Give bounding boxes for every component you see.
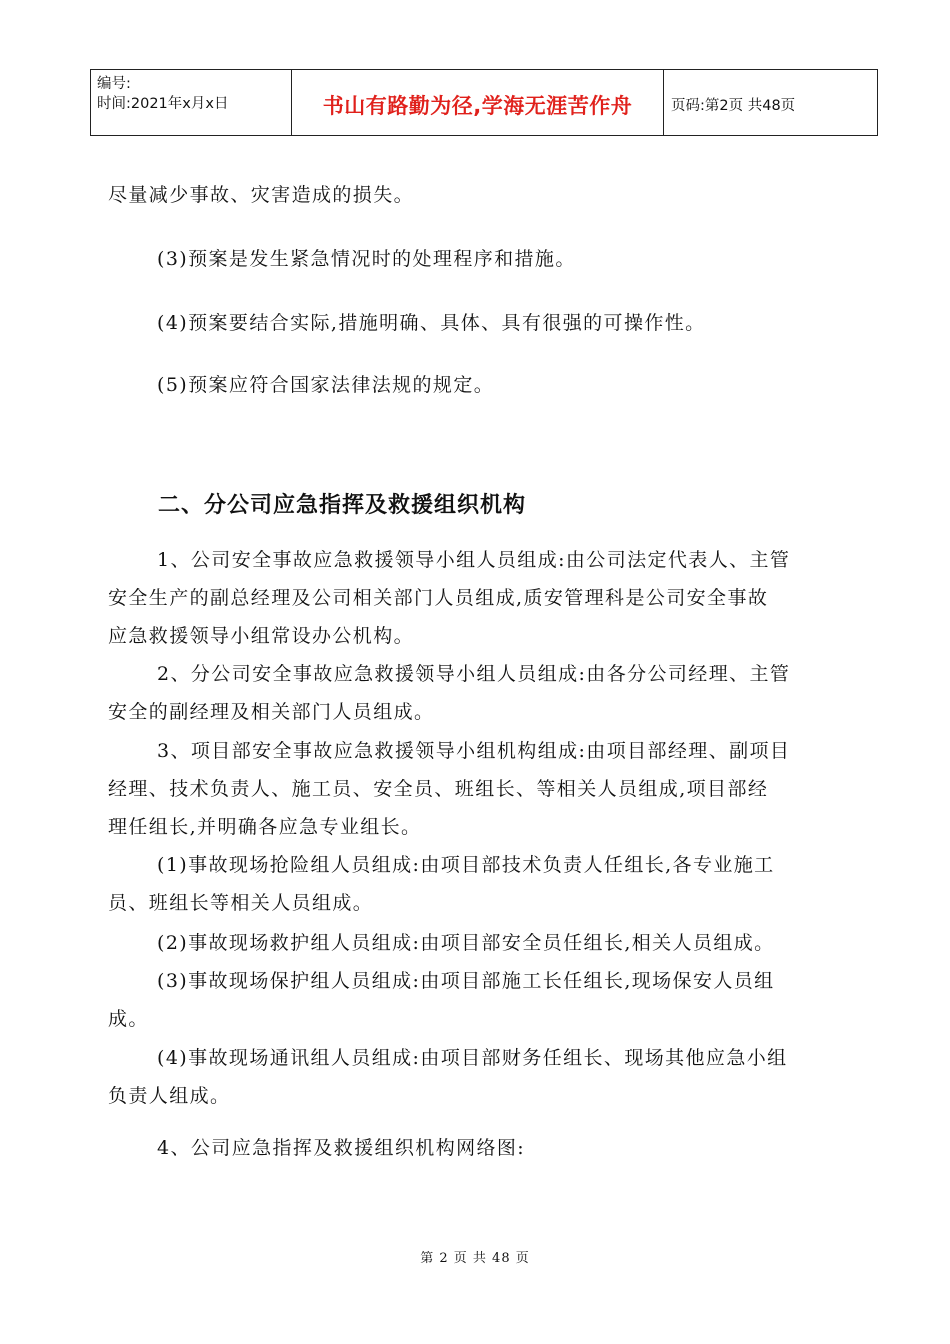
paragraph-line: 负责人组成。 — [108, 1085, 231, 1107]
doc-number-label: 编号: — [97, 76, 131, 92]
paragraph-line: 1、公司安全事故应急救援领导小组人员组成:由公司法定代表人、主管 — [157, 549, 791, 571]
paragraph-line: 2、分公司安全事故应急救援领导小组人员组成:由各分公司经理、主管 — [157, 663, 791, 685]
header-divider-left — [90, 69, 91, 136]
paragraph-line: 安全生产的副总经理及公司相关部门人员组成,质安管理科是公司安全事故 — [108, 587, 769, 609]
header-top-rule — [90, 69, 878, 70]
paragraph-line: (3)事故现场保护组人员组成:由项目部施工长任组长,现场保安人员组 — [157, 970, 775, 992]
section-heading: 二、分公司应急指挥及救援组织机构 — [158, 493, 527, 518]
paragraph-line: 理任组长,并明确各应急专业组长。 — [108, 816, 422, 838]
paragraph-line: 安全的副经理及相关部门人员组成。 — [108, 701, 435, 723]
body-line: 尽量减少事故、灾害造成的损失。 — [108, 184, 415, 206]
paragraph-line: 经理、技术负责人、施工员、安全员、班组长、等相关人员组成,项目部经 — [108, 778, 769, 800]
doc-time-label: 时间:2021年x月x日 — [97, 96, 229, 112]
paragraph-line: 应急救援领导小组常设办公机构。 — [108, 625, 415, 647]
paragraph-line: 员、班组长等相关人员组成。 — [108, 892, 374, 914]
header-motto: 书山有路勤为径,学海无涯苦作舟 — [322, 94, 633, 118]
header-divider-2 — [663, 69, 664, 136]
body-line: (5)预案应符合国家法律法规的规定。 — [157, 374, 495, 396]
paragraph-line: (4)事故现场通讯组人员组成:由项目部财务任组长、现场其他应急小组 — [157, 1047, 788, 1069]
paragraph-line: (2)事故现场救护组人员组成:由项目部安全员任组长,相关人员组成。 — [157, 932, 775, 954]
page-footer: 第 2 页 共 48 页 — [420, 1251, 530, 1266]
header-page-info: 页码:第2页 共48页 — [671, 98, 796, 114]
body-line: (4)预案要结合实际,措施明确、具体、具有很强的可操作性。 — [157, 312, 706, 334]
paragraph-line: (1)事故现场抢险组人员组成:由项目部技术负责人任组长,各专业施工 — [157, 854, 775, 876]
paragraph-line: 成。 — [108, 1008, 149, 1030]
body-line: (3)预案是发生紧急情况时的处理程序和措施。 — [157, 248, 576, 270]
paragraph-line: 4、公司应急指挥及救援组织机构网络图: — [157, 1137, 526, 1159]
header-bottom-rule — [90, 135, 878, 136]
paragraph-line: 3、项目部安全事故应急救援领导小组机构组成:由项目部经理、副项目 — [157, 740, 791, 762]
header-divider-right — [877, 69, 878, 136]
